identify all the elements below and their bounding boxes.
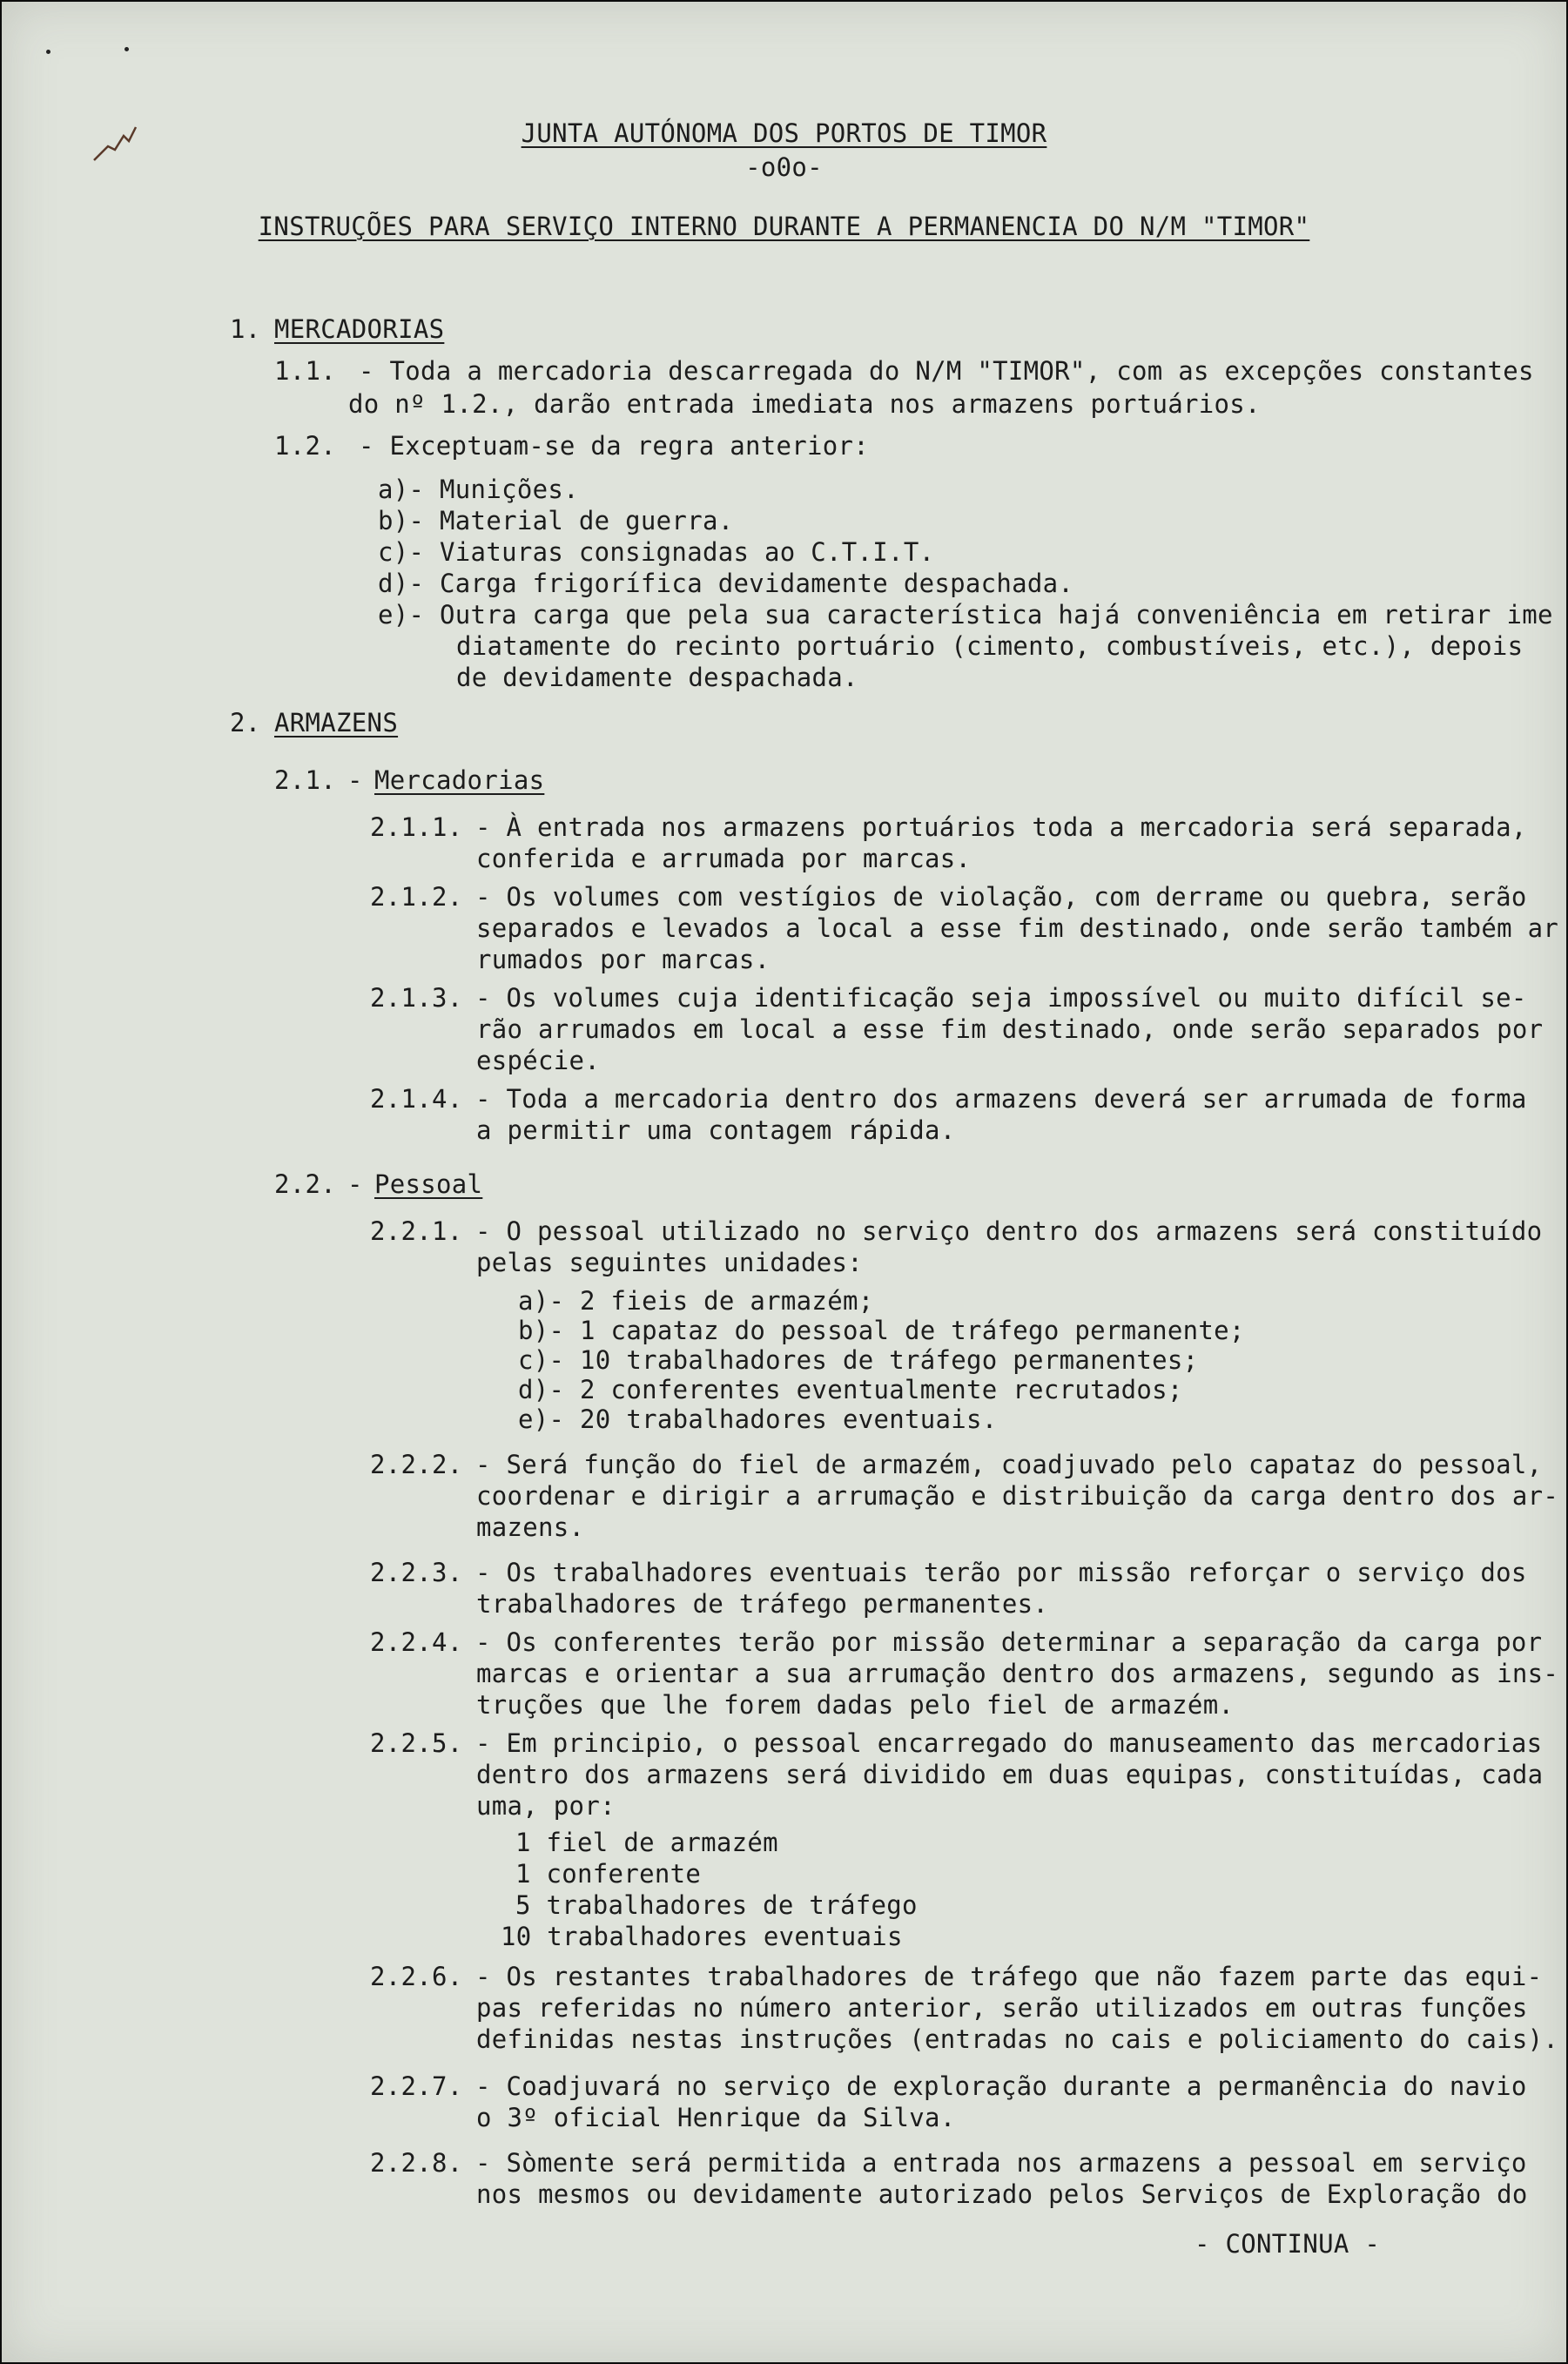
para-2-1-3-line: espécie. xyxy=(476,1046,601,1075)
para-1-1-number: 1.1. xyxy=(274,356,337,386)
para-2-1-3-number: 2.1.3. xyxy=(370,983,463,1013)
para-2-2-3-number: 2.2.3. xyxy=(370,1558,463,1587)
list-item: c)- 10 trabalhadores de tráfego permanentes; xyxy=(518,1345,1199,1375)
para-2-2-5-line: dentro dos armazens será dividido em duas equipas, constituídas, cada xyxy=(476,1760,1544,1789)
para-2-1-4-line: a permitir uma contagem rápida. xyxy=(476,1115,956,1145)
para-2-2-8-line: nos mesmos ou devidamente autorizado pelos Serviços de Exploração do xyxy=(476,2179,1528,2209)
list-item: c)- Viaturas consignadas ao C.T.I.T. xyxy=(378,537,935,567)
subsection-2-1-number: 2.1. xyxy=(274,765,337,795)
document-title xyxy=(2,211,1566,242)
list-item-continuation: diatamente do recinto portuário (cimento, combustíveis, etc.), depois xyxy=(456,631,1524,661)
para-2-2-2-line: mazens. xyxy=(476,1512,585,1542)
para-2-2-2-line: - Será função do fiel de armazém, coadjuvado pelo capataz do pessoal, xyxy=(475,1450,1543,1479)
para-2-2-6-line: - Os restantes trabalhadores de tráfego que não fazem parte das equi- xyxy=(475,1962,1543,1991)
list-item: e)- 20 trabalhadores eventuais. xyxy=(518,1404,998,1434)
para-2-2-1-line: pelas seguintes unidades: xyxy=(476,1248,863,1277)
para-2-2-7-number: 2.2.7. xyxy=(370,2071,463,2101)
section-1-heading: MERCADORIAS xyxy=(274,314,445,344)
corner-dot xyxy=(124,47,129,51)
para-2-2-6-line: pas referidas no número anterior, serão utilizados em outras funções xyxy=(476,1993,1528,2023)
para-2-1-2-line: separados e levados a local a esse fim destinado, onde serão também ar xyxy=(476,913,1559,943)
section-2-heading: ARMAZENS xyxy=(274,708,399,737)
team-item: 1 conferente xyxy=(515,1859,702,1889)
para-2-1-3-line: - Os volumes cuja identificação seja impossível ou muito difícil se- xyxy=(475,983,1527,1013)
para-2-2-2-number: 2.2.2. xyxy=(370,1450,463,1479)
list-item-continuation: de devidamente despachada. xyxy=(456,663,858,692)
list-item: d)- 2 conferentes eventualmente recrutados; xyxy=(518,1375,1183,1404)
para-2-2-3-line: trabalhadores de tráfego permanentes. xyxy=(476,1589,1049,1619)
para-2-2-7-line: o 3º oficial Henrique da Silva. xyxy=(476,2103,956,2132)
org-name: JUNTA AUTÓNOMA DOS PORTOS DE TIMOR xyxy=(521,118,1047,148)
para-2-2-5-line: - Em principio, o pessoal encarregado do manuseamento das mercadorias xyxy=(475,1728,1543,1758)
para-2-2-1-line: - O pessoal utilizado no serviço dentro dos armazens será constituído xyxy=(475,1216,1543,1246)
subsection-2-2-heading: Pessoal xyxy=(374,1169,483,1199)
para-2-1-1-number: 2.1.1. xyxy=(370,812,463,842)
para-2-2-4-number: 2.2.4. xyxy=(370,1627,463,1657)
subsection-2-2-dash: - xyxy=(347,1169,363,1199)
list-item: a)- Munições. xyxy=(378,475,579,504)
para-2-1-4-number: 2.1.4. xyxy=(370,1084,463,1114)
list-item: b)- 1 capataz do pessoal de tráfego permanente; xyxy=(518,1316,1245,1345)
para-2-2-8-number: 2.2.8. xyxy=(370,2148,463,2178)
separator: -o0o- xyxy=(745,152,823,182)
list-item: b)- Material de guerra. xyxy=(378,506,734,535)
para-2-2-1-number: 2.2.1. xyxy=(370,1216,463,1246)
para-2-1-3-line: rão arrumados em local a esse fim destinado, onde serão separados por xyxy=(476,1014,1544,1044)
section-2-number: 2. xyxy=(230,708,261,737)
subsection-2-1-heading: Mercadorias xyxy=(374,765,545,795)
continua-label: - CONTINUA - xyxy=(1195,2229,1381,2259)
para-2-1-2-number: 2.1.2. xyxy=(370,882,463,912)
para-2-2-2-line: coordenar e dirigir a arrumação e distribuição da carga dentro dos ar- xyxy=(476,1481,1559,1511)
para-2-2-8-line: - Sòmente será permitida a entrada nos armazens a pessoal em serviço xyxy=(475,2148,1527,2178)
para-1-1-line: do nº 1.2., darão entrada imediata nos armazens portuários. xyxy=(348,389,1261,419)
list-item: a)- 2 fieis de armazém; xyxy=(518,1286,874,1316)
list-item: e)- Outra carga que pela sua característica hajá conveniência em retirar ime xyxy=(378,600,1553,630)
para-1-2-line: - Exceptuam-se da regra anterior: xyxy=(359,431,870,461)
para-2-2-5-line: uma, por: xyxy=(476,1791,616,1821)
list-item: d)- Carga frigorífica devidamente despachada. xyxy=(378,569,1074,598)
document-page xyxy=(2,2,1566,2362)
para-2-2-6-line: definidas nestas instruções (entradas no cais e policiamento do cais). xyxy=(476,2024,1559,2054)
para-2-2-6-number: 2.2.6. xyxy=(370,1962,463,1991)
title-text: INSTRUÇÕES PARA SERVIÇO INTERNO DURANTE A PERMANENCIA DO N/M "TIMOR" xyxy=(258,212,1310,241)
para-2-1-2-line: rumados por marcas. xyxy=(476,945,771,974)
team-item: 1 fiel de armazém xyxy=(515,1828,778,1857)
para-1-1-line: - Toda a mercadoria descarregada do N/M "TIMOR", com as excepções constantes xyxy=(359,356,1534,386)
para-2-2-7-line: - Coadjuvará no serviço de exploração durante a permanência do navio xyxy=(475,2071,1527,2101)
org-heading xyxy=(2,118,1566,149)
para-2-2-4-line: truções que lhe forem dadas pelo fiel de armazém. xyxy=(476,1690,1235,1720)
subsection-2-1-dash: - xyxy=(347,765,363,795)
subsection-2-2-number: 2.2. xyxy=(274,1169,337,1199)
para-2-1-1-line: conferida e arrumada por marcas. xyxy=(476,844,972,873)
para-2-2-3-line: - Os trabalhadores eventuais terão por missão reforçar o serviço dos xyxy=(475,1558,1527,1587)
para-2-2-5-number: 2.2.5. xyxy=(370,1728,463,1758)
para-2-1-1-line: - À entrada nos armazens portuários toda a mercadoria será separada, xyxy=(475,812,1527,842)
section-1-number: 1. xyxy=(230,314,261,344)
team-item: 5 trabalhadores de tráfego xyxy=(515,1890,918,1920)
para-1-2-number: 1.2. xyxy=(274,431,337,461)
para-2-1-2-line: - Os volumes com vestígios de violação, com derrame ou quebra, serão xyxy=(475,882,1527,912)
corner-dot xyxy=(46,50,50,54)
para-2-1-4-line: - Toda a mercadoria dentro dos armazens deverá ser arrumada de forma xyxy=(475,1084,1527,1114)
para-2-2-4-line: - Os conferentes terão por missão determinar a separação da carga por xyxy=(475,1627,1543,1657)
para-2-2-4-line: marcas e orientar a sua arrumação dentro dos armazens, segundo as ins- xyxy=(476,1659,1559,1688)
team-item: 10 trabalhadores eventuais xyxy=(501,1922,903,1951)
